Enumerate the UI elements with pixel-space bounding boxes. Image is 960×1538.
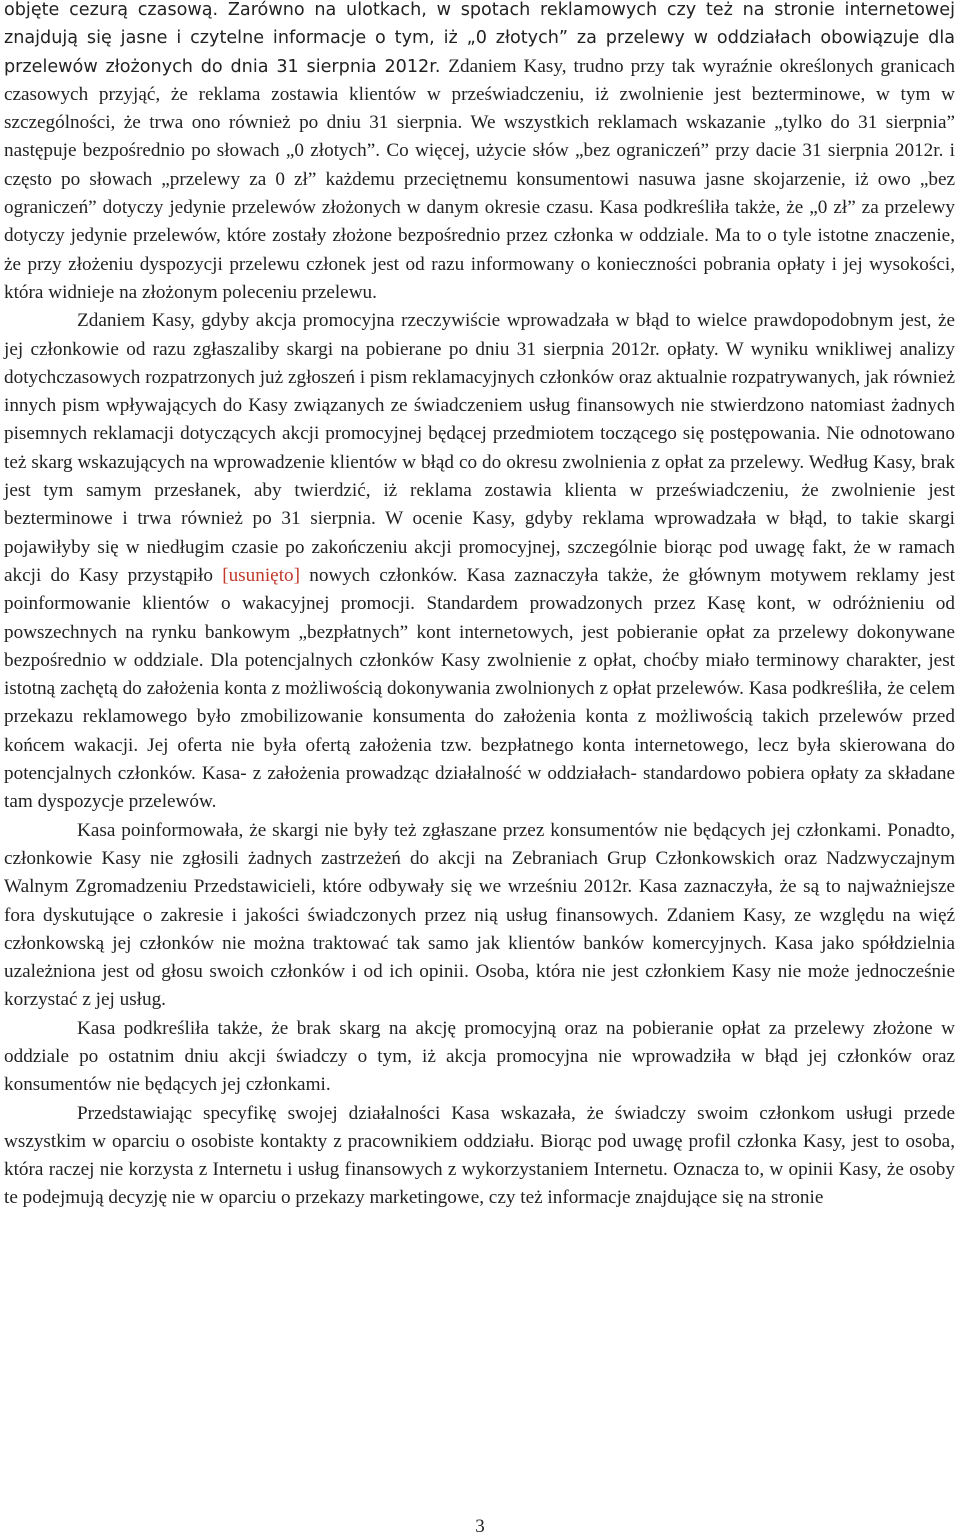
paragraph-1-segment-1: objęte cezurą czasową. Zarówno na ulotkach, w spotach reklamowych czy też na stronie internetowej znajdują się jasne i czytelne informacje o tym, iż „0 złotych” za przelewy w oddziałach obowiązuje dla przelewów złożonych do dnia 31 sierpnia 2012r.	[4, 0, 955, 77]
paragraph-5	[4, 1100, 955, 1213]
paragraph-1-segment-2: Zdaniem Kasy, trudno przy tak wyraźnie określonych granicach czasowych przyjąć, że reklama zostawia klientów w przeświadczeniu, iż zwolnienie jest bezterminowe, w tym w szczególności, że trwa ono również po dniu 31 sierpnia. We wszystkich reklamach wskazanie „tylko do 31 sierpnia” następuje bezpośrednio po słowach „0 złotych”. Co więcej, użycie słów „bez ograniczeń” przy dacie 31 sierpnia 2012r. i często po słowach „przelewy za 0 zł” każdemu przeciętnemu konsumentowi nasuwa jasne skojarzenie, iż owo „bez ograniczeń” dotyczy jedynie przelewów złożonych w danym okresie czasu. Kasa podkreśliła także, że „0 zł” za przelewy dotyczy jedynie przelewów, które zostały złożone bezpośrednio przez członka w oddziale. Ma to o tyle istotne znaczenie, że przy złożeniu dyspozycji przelewu członek jest od razu informowany o konieczności pobrania opłaty i jej wysokości, która widnieje na złożonym poleceniu przelewu.	[4, 55, 955, 303]
paragraph-2	[4, 307, 955, 816]
paragraph-4-segment-1: Kasa podkreśliła także, że brak skarg na akcję promocyjną oraz na pobieranie opłat za przelewy złożone w oddziale po ostatnim dniu akcji świadczy o tym, iż akcja promocyjna nie wprowadziła w błąd jej członków oraz konsumentów nie będących jej członkami.	[4, 1017, 955, 1096]
paragraph-3-segment-1: Kasa poinformowała, że skargi nie były też zgłaszane przez konsumentów nie będących jej członkami. Ponadto, członkowie Kasy nie zgłosili żadnych zastrzeżeń do akcji na Zebraniach Grup Członkowskich oraz Nadzwyczajnym Walnym Zgromadzeniu Przedstawicieli, które odbywały się we wrześniu 2012r. Kasa zaznaczyła, że są to najważniejsze fora dyskutujące o zakresie i jakości świadczonych przez nią usług finansowych. Zdaniem Kasy, ze względu na więź członkowską jej członków nie można traktować tak samo jak klientów banków komercyjnych. Kasa jako spółdzielnia uzależniona jest od głosu swoich członków i od ich opinii. Osoba, która nie jest członkiem Kasy nie może jednocześnie korzystać z jej usług.	[4, 819, 955, 1011]
paragraph-3	[4, 817, 955, 1015]
redacted-mark: [usunięto]	[222, 564, 301, 586]
paragraph-2-segment-3: nowych członków. Kasa zaznaczyła także, że głównym motywem reklamy jest poinformowanie klientów o wakacyjnej promocji. Standardem prowadzonych przez Kasę kont, w odróżnieniu od powszechnych na rynku bankowym „bezpłatnych” kont internetowych, jest pobieranie opłat za przelewy dokonywane bezpośrednio w oddziale. Dla potencjalnych członków Kasy zwolnienie z opłat, choćby miało terminowy charakter, jest istotną zachętą do założenia konta z możliwością dokonywania zwolnionych z opłat przelewów. Kasa podkreśliła, że celem przekazu reklamowego było zmobilizowanie konsumenta do założenia konta z możliwością takich przelewów przed końcem wakacji. Jej oferta nie była ofertą założenia tzw. bezpłatnego konta internetowego, lecz była skierowana do potencjalnych członków. Kasa- z założenia prowadząc działalność w oddziałach- standardowo pobiera opłaty za składane tam dyspozycje przelewów.	[4, 564, 955, 813]
page-number: 3	[475, 1516, 485, 1537]
paragraph-2-segment-1: Zdaniem Kasy, gdyby akcja promocyjna rzeczywiście wprowadzała w błąd to wielce prawdopodobnym jest, że jej członkowie od razu zgłaszaliby skargi na pobierane po dniu 31 sierpnia 2012r. opłaty. W wyniku wnikliwej analizy dotychczasowych rozpatrzonych już zgłoszeń i pism reklamacyjnych członków oraz aktualnie rozpatrywanych, jak również innych pism wpływających do Kasy związanych ze świadczeniem usług finansowych nie stwierdzono natomiast żadnych pisemnych reklamacji dotyczących akcji promocyjnej będącej przedmiotem toczącego się postępowania. Nie odnotowano też skarg wskazujących na wprowadzenie klientów w błąd co do okresu zwolnienia z opłat za przelewy. Według Kasy, brak jest tym samym przesłanek, aby twierdzić, iż reklama zostawia klienta w przeświadczeniu, że zwolnienie jest bezterminowe i trwa również po 31 sierpnia. W ocenie Kasy, gdyby reklama wprowadzała w błąd, to takie skargi pojawiłyby się w niedługim czasie po zakończeniu akcji promocyjnej, szczególnie biorąc pod uwagę fakt, że w ramach akcji do Kasy przystąpiło	[4, 310, 955, 586]
document-body	[4, 0, 955, 1213]
paragraph-1	[4, 0, 955, 307]
paragraph-4	[4, 1015, 955, 1100]
paragraph-5-segment-1: Przedstawiając specyfikę swojej działalności Kasa wskazała, że świadczy swoim członkom usługi przede wszystkim w oparciu o osobiste kontakty z pracownikiem oddziału. Biorąc pod uwagę profil członka Kasy, jest to osoba, która raczej nie korzysta z Internetu i usług finansowych z wykorzystaniem Internetu. Oznacza to, w opinii Kasy, że osoby te podejmują decyzję nie w oparciu o przekazy marketingowe, czy też informacje znajdujące się na stronie	[4, 1102, 955, 1209]
